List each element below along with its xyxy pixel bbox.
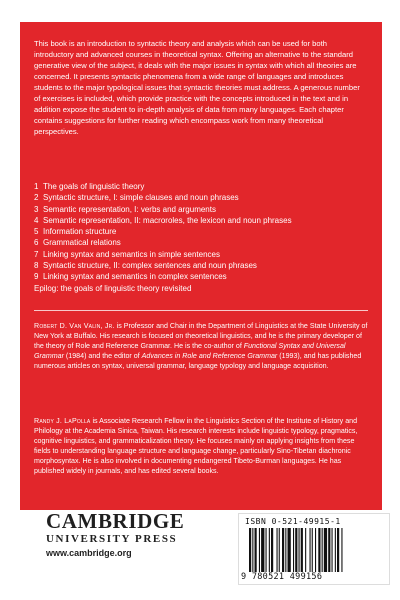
barcode-bar (271, 528, 273, 572)
chapter-number: 9 (34, 272, 39, 282)
chapter-title: Grammatical relations (43, 238, 121, 248)
chapter-title: Syntactic structure, II: complex sentences and noun phrases (43, 261, 257, 271)
barcode-bar (279, 528, 280, 572)
barcode-bar (301, 528, 303, 572)
barcode-bar (312, 528, 313, 572)
divider-line (34, 310, 368, 311)
contents-item (34, 226, 368, 237)
isbn-label: ISBN 0-521-49915-1 (245, 517, 341, 526)
chapter-title: Information structure (43, 227, 117, 237)
chapter-title: Syntactic structure, I: simple clauses and noun phrases (43, 193, 239, 203)
chapter-number: 2 (34, 193, 39, 203)
contents-item (34, 271, 368, 282)
contents-item (34, 249, 368, 260)
barcode-bar (288, 528, 291, 572)
barcode-bar (266, 528, 267, 572)
chapter-number: 4 (34, 215, 39, 225)
table-of-contents (34, 181, 368, 294)
barcode-bar (293, 528, 294, 572)
author-bio-van-valin: Robert D. Van Valin, Jr. is Professor and Chair in the Department of Linguistics at the State University of New York at Buffalo. His research is focused on theoretical linguistics, and he is the primary developer of the theory of Role and Reference Grammar. He is the co-author of Functional Syntax and Universal Grammar (1984) and the editor of Advances in Role and Reference Grammar (1993), and has published numerous articles on syntax, universal grammar, language typology and language acquisition. (34, 322, 368, 370)
contents-item (34, 283, 368, 294)
chapter-number: 5 (34, 227, 39, 237)
book-title: Advances in Role and Reference Grammar (141, 352, 278, 360)
book-title: Functional Syntax and Universal Grammar (34, 342, 346, 360)
barcode-bar (285, 528, 286, 572)
publisher-subtitle: UNIVERSITY PRESS (46, 533, 178, 545)
barcode-bar (295, 528, 297, 572)
chapter-number: 6 (34, 238, 39, 248)
barcode-panel (238, 513, 390, 585)
contents-item (34, 181, 368, 192)
chapter-title: Linking syntax and semantics in simple sentences (43, 249, 220, 259)
ean-number: 9 780521 499156 (241, 572, 323, 582)
publisher-footer (20, 510, 382, 600)
author-name: Robert D. Van Valin, Jr. (34, 322, 115, 330)
chapter-number: 3 (34, 204, 39, 214)
author-name: Randy J. LaPolla (34, 417, 91, 425)
barcode-bar (261, 528, 264, 572)
barcode-bar (332, 528, 333, 572)
barcode-bar (324, 528, 327, 572)
barcode-bar (282, 528, 284, 572)
barcode-bar (305, 528, 306, 572)
contents-item (34, 192, 368, 203)
barcode-bar (249, 528, 251, 572)
barcode-bar (310, 528, 311, 572)
contents-item (34, 260, 368, 271)
chapter-title: Semantic representation, I: verbs and arguments (43, 204, 216, 214)
author-bio-lapolla: Randy J. LaPolla is Associate Research Fellow in the Linguistics Section of the Institute of History and Philology at the Academia Sinica, Taiwan. His research interests include linguistic typology, pragmatics, cognitive linguistics, and grammaticalization theory. He focuses mainly on applying insights from these fields to understanding language structure and language change, particularly Sino-Tibetan diachronic morphosyntax. He is also involved in documenting endangered Tibeto-Burman languages. He has published widely in journals, and has edited several books. (34, 417, 358, 475)
barcode-bar (341, 528, 342, 572)
chapter-number: 1 (34, 182, 39, 191)
chapter-title: Linking syntax and semantics in complex sentences (43, 272, 227, 282)
barcode-bar (322, 528, 323, 572)
chapter-title: Semantic representation, II: macroroles, the lexicon and noun phrases (43, 215, 292, 225)
chapter-title: The goals of linguistic theory (43, 182, 145, 191)
barcode-bar (337, 528, 339, 572)
chapter-title: Epilog: the goals of linguistic theory revisited (34, 283, 192, 293)
publisher-url: www.cambridge.org (46, 548, 132, 558)
book-description: This book is an introduction to syntactic theory and analysis which can be used for both introductory and advanced courses in theoretical syntax. Offering an alternative to the standard generative view of the subject, it deals with the major issues in syntax with which all theories are concerned. It presents syntactic phenomena from a wide range of languages and introduces students to the major typological issues that syntactic theories must address. A generous number of exercises is included, which provide practice with the concepts introduced in the text and in addition expose the student to in-depth analysis of data from many languages. Each chapter contains suggestions for further reading which encompass work from many theoretical perspectives. (34, 39, 360, 136)
contents-item (34, 204, 368, 215)
chapter-number: 7 (34, 249, 39, 259)
contents-item (34, 237, 368, 248)
barcode-bar (277, 528, 278, 572)
barcode-bar (328, 528, 330, 572)
contents-item (34, 215, 368, 226)
publisher-logo (46, 510, 246, 559)
barcode-bars (249, 528, 379, 572)
barcode-bar (335, 528, 336, 572)
barcode-bar (255, 528, 257, 572)
barcode-bar (315, 528, 316, 572)
barcode-bar (252, 528, 253, 572)
barcode-bar (269, 528, 270, 572)
barcode-bar (259, 528, 260, 572)
barcode-bar (299, 528, 300, 572)
barcode-bar (318, 528, 320, 572)
chapter-number: 8 (34, 261, 39, 271)
publisher-name: CAMBRIDGE (46, 509, 185, 533)
